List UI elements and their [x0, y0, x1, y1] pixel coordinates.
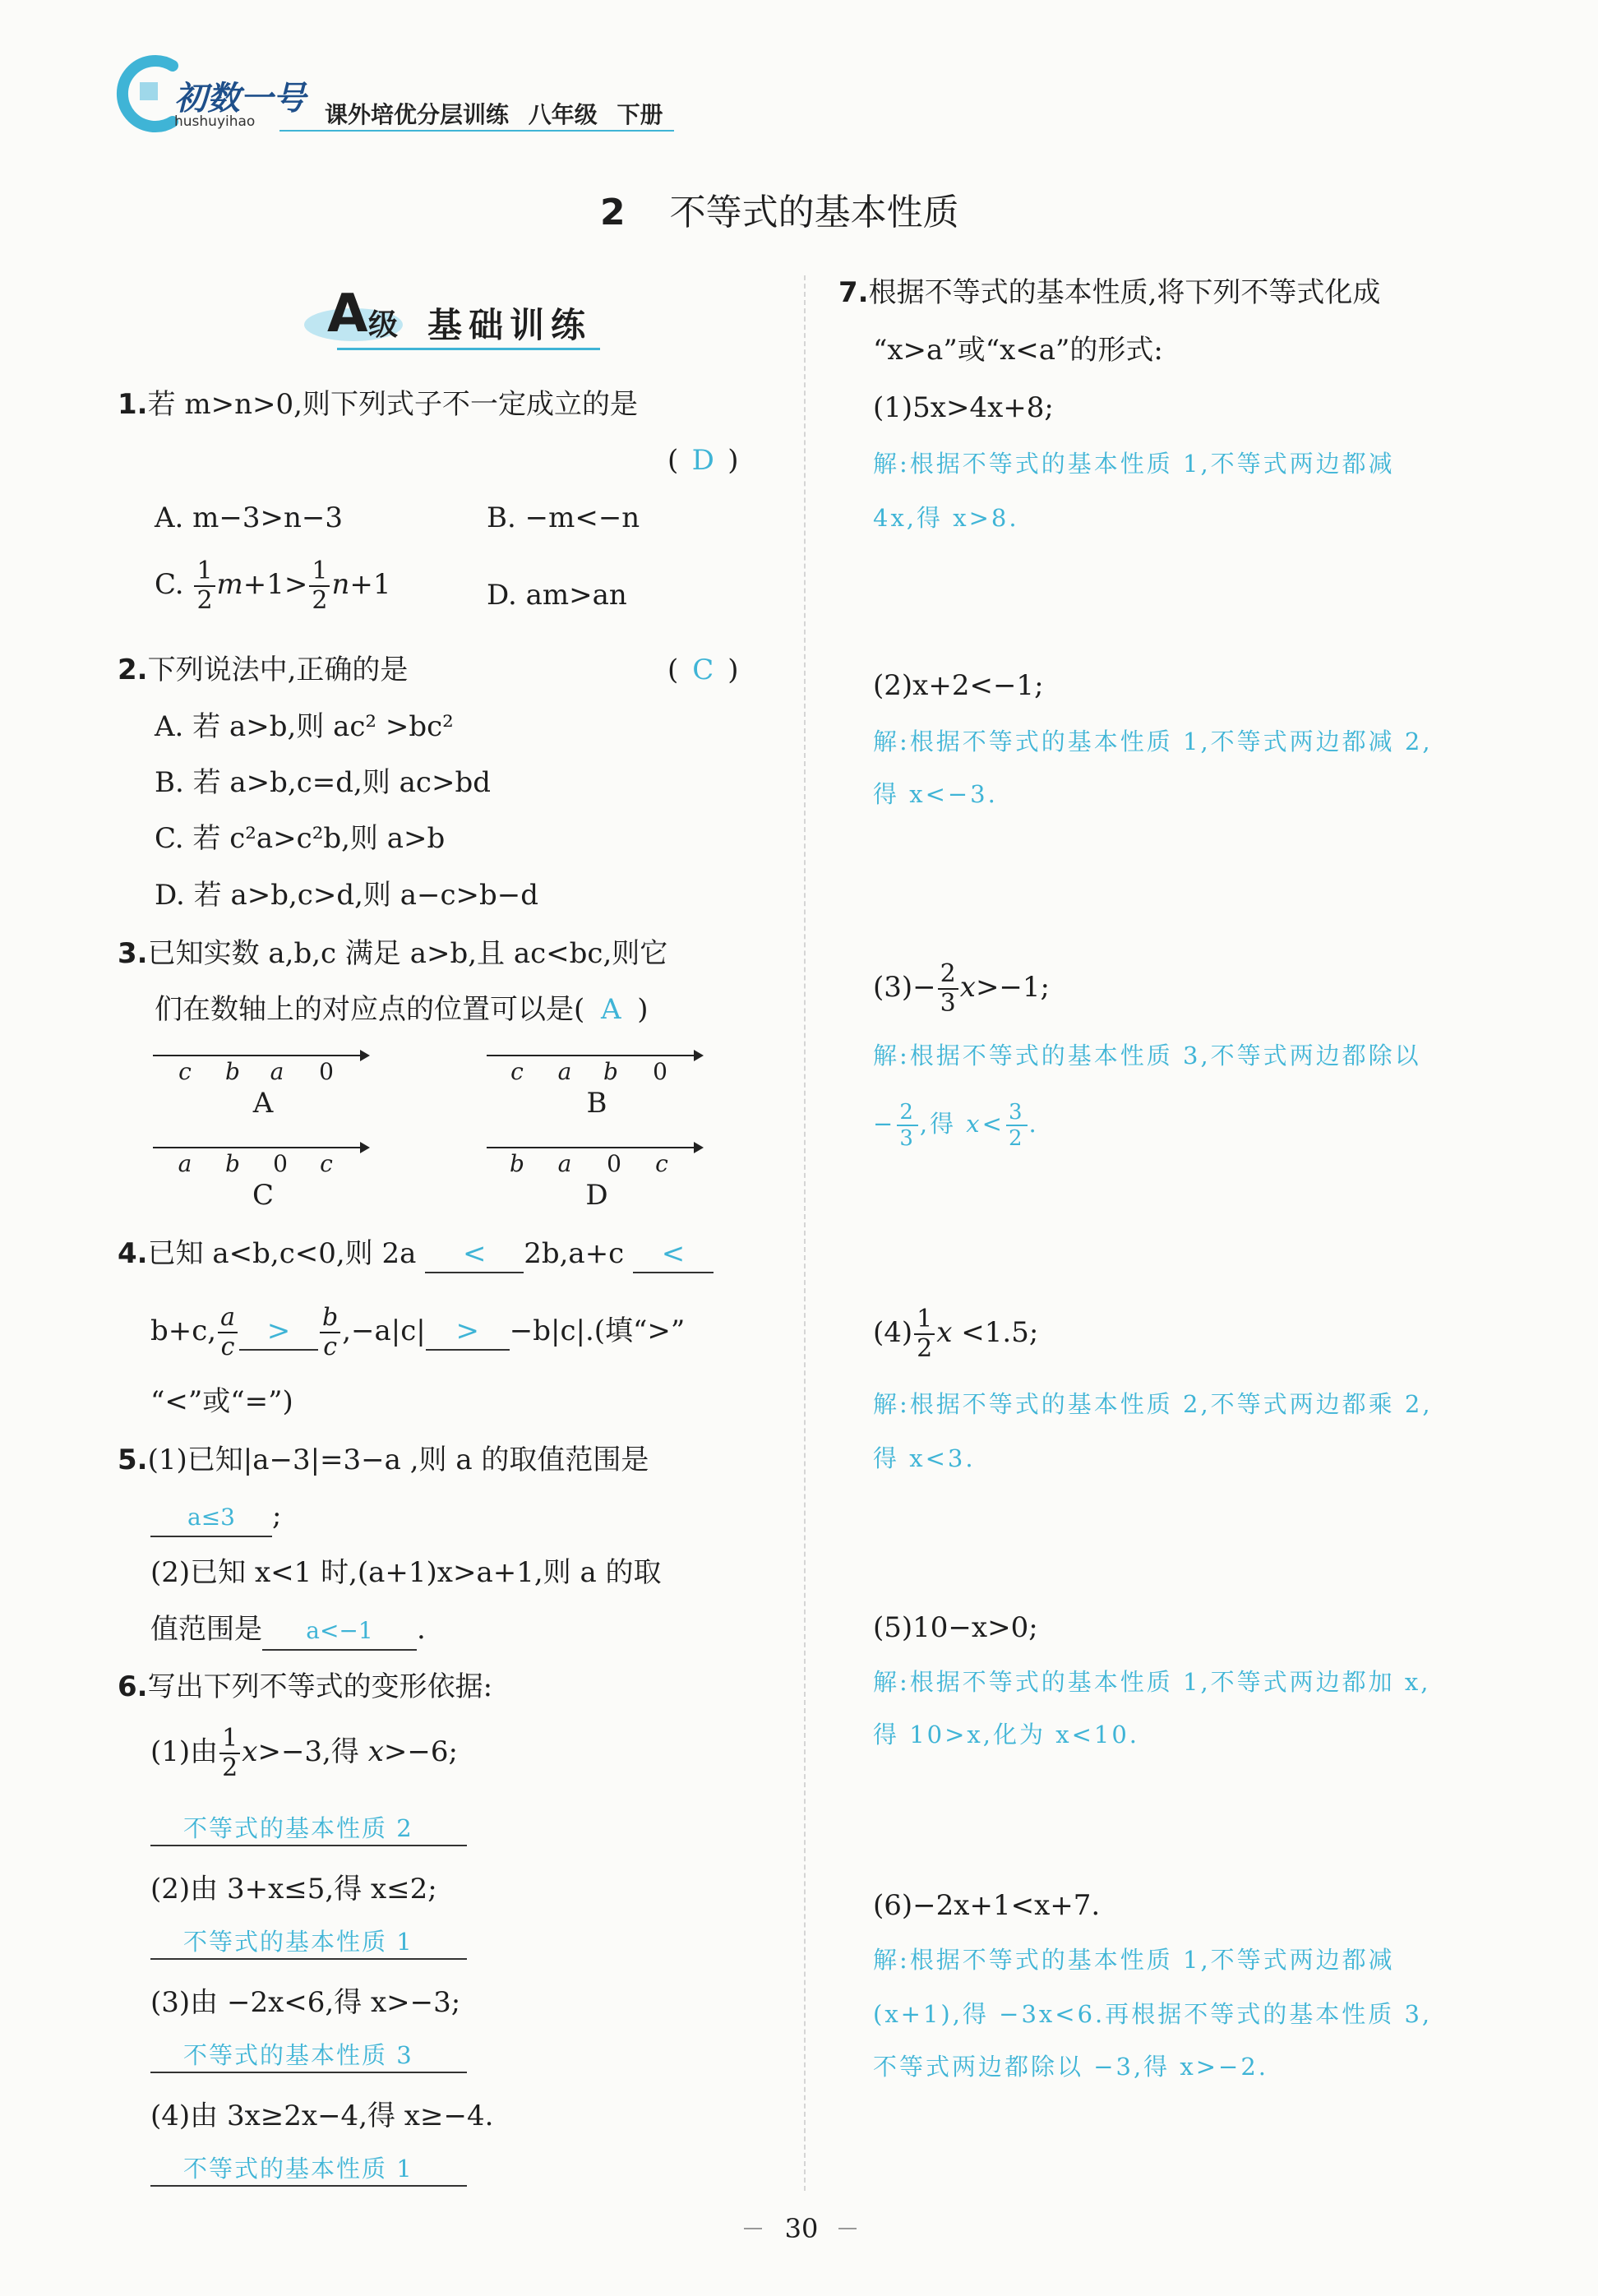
q3-stem-line2: 们在数轴上的对应点的位置可以是( A )	[155, 993, 649, 1026]
point-label: a	[270, 1058, 284, 1085]
q5-answer1-line: a≤3 ;	[150, 1498, 281, 1537]
q7-solution-2-line1: 解:根据不等式的基本性质 1,不等式两边都减 2,	[873, 728, 1433, 755]
point-label: 0	[319, 1058, 334, 1085]
frac-two-thirds: $\frac{2}{3}$	[938, 962, 958, 1016]
header-rule	[279, 130, 674, 132]
level-letter: A	[327, 284, 368, 344]
point-label: 0	[273, 1150, 288, 1177]
q6-answer-2: 不等式的基本性质 1	[150, 1925, 467, 1960]
q2-answer: C	[692, 654, 714, 686]
point-label: a	[557, 1058, 572, 1085]
header-logo	[115, 54, 181, 133]
q6-item-4: (4)由 3x≥2x−4,得 x≥−4.	[150, 2100, 494, 2132]
q7-stem-line1: 7.根据不等式的基本性质,将下列不等式化成	[838, 276, 1381, 309]
q2-answer-bracket: ( C )	[667, 654, 739, 686]
q5-blank-1: a≤3	[150, 1499, 272, 1537]
q7-solution-5-line1: 解:根据不等式的基本性质 1,不等式两边都加 x,	[873, 1668, 1431, 1696]
title-text: 不等式的基本性质	[669, 192, 959, 233]
q4-line3: “<”或“=”)	[150, 1385, 293, 1418]
point-label: c	[510, 1058, 524, 1085]
q2-option-c: C. 若 c²a>c²b,则 a>b	[155, 822, 446, 855]
point-label: 0	[607, 1150, 621, 1177]
q7-solution-3-line2: − $\frac{2}{3}$ ,得 x< $\frac{3}{2}$ .	[873, 1100, 1039, 1151]
q2-option-a: A. 若 a>b,则 ac² >bc²	[155, 710, 454, 743]
q7-item-6: (6)−2x+1<x+7.	[873, 1889, 1101, 1922]
q3-stem-line1: 3.已知实数 a,b,c 满足 a>b,且 ac<bc,则它	[118, 937, 668, 970]
frac-three-halves: $\frac{3}{2}$	[1006, 1102, 1028, 1149]
q1-option-d: D. am>an	[487, 579, 627, 612]
frac-a-over-c: $\frac{a}{c}$	[218, 1305, 238, 1360]
page-number-rule-left	[744, 2228, 762, 2229]
point-label: c	[320, 1150, 333, 1177]
q7-solution-5-line2: 得 10>x,化为 x<10.	[873, 1721, 1139, 1749]
q2-stem: 2.下列说法中,正确的是	[118, 654, 409, 686]
q1-stem: 1.若 m>n>0,则下列式子不一定成立的是	[118, 388, 638, 421]
brand-pinyin: hushuyihao	[174, 113, 256, 130]
q1-answer: D	[691, 444, 714, 477]
number-line-label: D	[585, 1179, 608, 1212]
q5-blank-2: a<−1	[262, 1613, 417, 1651]
q7-stem-line2: “x>a”或“x<a”的形式:	[873, 334, 1163, 367]
q3-answer: A	[600, 993, 621, 1026]
frac-half: $\frac{1}{2}$	[219, 1726, 240, 1781]
q5-part1: 5.(1)已知|a−3|=3−a ,则 a 的取值范围是	[118, 1444, 649, 1476]
point-label: b	[603, 1058, 618, 1085]
point-label: c	[655, 1150, 668, 1177]
q7-item-2: (2)x+2<−1;	[873, 669, 1044, 702]
q5-part2-line2: 值范围是 a<−1 .	[150, 1611, 426, 1651]
q6-stem: 6.写出下列不等式的变形依据:	[118, 1670, 493, 1703]
point-label: a	[178, 1150, 192, 1177]
header-series	[325, 97, 663, 130]
level-suffix: 级	[368, 308, 399, 342]
point-label: b	[225, 1150, 240, 1177]
arrow-icon	[360, 1142, 370, 1153]
section-name: 基础训练	[427, 305, 593, 345]
q7-item-1: (1)5x>4x+8;	[873, 391, 1054, 424]
page-title	[600, 182, 959, 235]
q1-option-a: A. m−3>n−3	[155, 501, 344, 534]
number-line-label: C	[252, 1179, 274, 1212]
section-banner	[304, 284, 608, 353]
q7-solution-2-line2: 得 x<−3.	[873, 780, 998, 808]
volume-label: 下册	[617, 101, 663, 128]
banner-rule	[337, 348, 600, 350]
q1-option-b: B. −m<−n	[487, 501, 640, 534]
q2-option-d: D. 若 a>b,c>d,则 a−c>b−d	[155, 879, 539, 912]
q7-solution-1-line2: 4x,得 x>8.	[873, 504, 1019, 532]
page-number-rule-right	[838, 2228, 857, 2229]
q2-option-b: B. 若 a>b,c=d,则 ac>bd	[155, 766, 491, 799]
q7-solution-6-line3: 不等式两边都除以 −3,得 x>−2.	[873, 2053, 1269, 2081]
page-number: 30	[784, 2213, 819, 2244]
frac-two-thirds: $\frac{2}{3}$	[897, 1102, 918, 1149]
frac-half: $\frac{1}{2}$	[914, 1307, 935, 1361]
q4-blank-2: <	[633, 1236, 714, 1273]
point-label: b	[510, 1150, 524, 1177]
q7-solution-1-line1: 解:根据不等式的基本性质 1,不等式两边都减	[873, 450, 1395, 478]
arrow-icon	[360, 1050, 370, 1061]
frac-b-over-c: $\frac{b}{c}$	[320, 1305, 340, 1360]
grade-label: 八年级	[528, 101, 598, 128]
point-label: b	[225, 1058, 240, 1085]
q7-solution-4-line2: 得 x<3.	[873, 1444, 976, 1472]
q4-blank-3: >	[239, 1313, 318, 1351]
q7-solution-6-line2: (x+1),得 −3x<6.再根据不等式的基本性质 3,	[873, 2000, 1433, 2028]
q4-blank-4: >	[426, 1313, 510, 1351]
number-line-label: B	[586, 1087, 607, 1120]
series-title: 课外培优分层训练	[325, 101, 510, 128]
q6-item-2: (2)由 3+x≤5,得 x≤2;	[150, 1873, 437, 1906]
q7-item-3: (3)− $\frac{2}{3}$ x>−1;	[873, 959, 1051, 1018]
q4-line2: b+c, $\frac{a}{c}$ > $\frac{b}{c}$ ,−a|c| > −b|c|.(填“>”	[150, 1303, 686, 1361]
q6-answer-4: 不等式的基本性质 1	[150, 2152, 467, 2187]
q5-part2-line1: (2)已知 x<1 时,(a+1)x>a+1,则 a 的取	[150, 1556, 662, 1589]
q6-answer-1: 不等式的基本性质 2	[150, 1812, 467, 1846]
point-label: 0	[653, 1058, 667, 1085]
q6-item-1: (1)由 $\frac{1}{2}$ x>−3,得 x>−6;	[150, 1724, 458, 1782]
q7-solution-4-line1: 解:根据不等式的基本性质 2,不等式两边都乘 2,	[873, 1390, 1433, 1418]
arrow-icon	[694, 1050, 704, 1061]
arrow-icon	[694, 1142, 704, 1153]
point-label: a	[557, 1150, 572, 1177]
q6-item-3: (3)由 −2x<6,得 x>−3;	[150, 1986, 461, 2019]
frac-half: $\frac{1}{2}$	[194, 559, 215, 613]
q4-line1: 4.已知 a<b,c<0,则 2a < 2b,a+c <	[118, 1236, 714, 1273]
q4-blank-1: <	[425, 1236, 524, 1273]
frac-half: $\frac{1}{2}$	[309, 559, 330, 613]
point-label: c	[178, 1058, 192, 1085]
number-line-label: A	[252, 1087, 274, 1120]
column-divider	[804, 275, 806, 2191]
logo-c-icon	[115, 54, 181, 133]
q7-solution-6-line1: 解:根据不等式的基本性质 1,不等式两边都减	[873, 1946, 1395, 1974]
brand-name: 初数一号	[174, 80, 306, 118]
q7-item-4: (4) $\frac{1}{2}$ x <1.5;	[873, 1305, 1039, 1363]
q1-answer-bracket: ( D )	[667, 444, 739, 477]
title-number: 2	[600, 192, 626, 233]
q1-option-c: C. $\frac{1}{2}$ m+1> $\frac{1}{2}$ n+1	[155, 557, 391, 615]
q7-solution-3-line1: 解:根据不等式的基本性质 3,不等式两边都除以	[873, 1042, 1421, 1069]
q7-item-5: (5)10−x>0;	[873, 1611, 1038, 1644]
q6-answer-3: 不等式的基本性质 3	[150, 2039, 467, 2073]
